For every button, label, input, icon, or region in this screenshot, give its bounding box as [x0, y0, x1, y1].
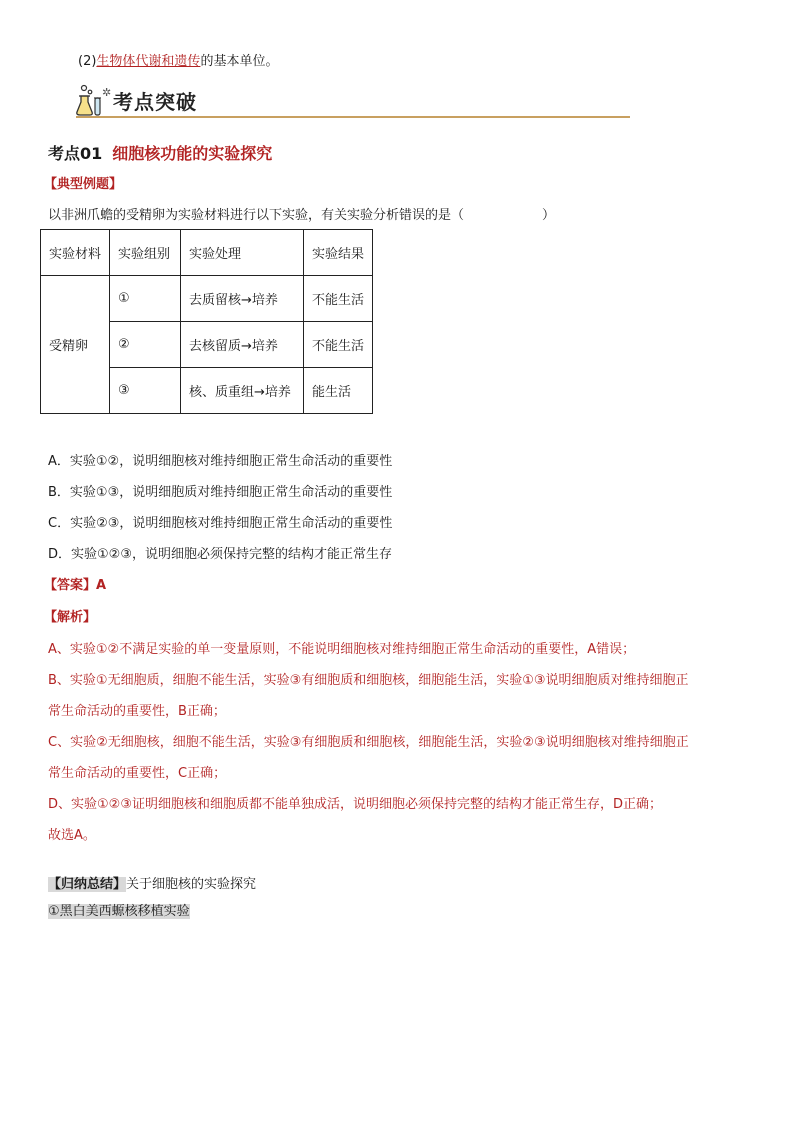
option-a: A．实验①②，说明细胞核对维持细胞正常生命活动的重要性 — [48, 454, 393, 469]
header-cell: 实验结果 — [304, 230, 373, 276]
option-c: C．实验②③，说明细胞核对维持细胞正常生命活动的重要性 — [48, 516, 393, 531]
intro-suffix: 的基本单位。 — [200, 54, 279, 69]
experiment-table — [40, 229, 373, 414]
header-cell: 实验处理 — [181, 230, 304, 276]
result-cell: 不能生活 — [304, 322, 373, 368]
group-cell: ③ — [110, 368, 181, 414]
intro-highlight: 生物体代谢和遗传 — [96, 54, 201, 69]
table-header-row — [41, 230, 373, 276]
banner-title: 考点突破 — [113, 90, 197, 114]
treatment-cell: 去质留核→培养 — [181, 276, 304, 322]
summary-label: 【归纳总结】 — [48, 877, 127, 892]
analysis-line: 常生命活动的重要性，B正确； — [48, 704, 226, 719]
option-d: D．实验①②③，说明细胞必须保持完整的结构才能正常生存 — [48, 547, 392, 562]
sparkle-icon: ✲ — [102, 86, 112, 99]
experiment-item-text: ①黑白美西螈核移植实验 — [48, 904, 190, 919]
table-row — [41, 276, 373, 322]
section-code: 考点01 — [48, 144, 103, 163]
group-cell: ② — [110, 322, 181, 368]
intro-prefix: (2) — [78, 54, 97, 69]
example-label: 【典型例题】 — [44, 177, 123, 192]
section-heading — [48, 141, 272, 164]
analysis-line: 常生命活动的重要性，C正确； — [48, 766, 227, 781]
treatment-cell: 核、质重组→培养 — [181, 368, 304, 414]
intro-line — [78, 50, 278, 69]
question-text: 以非洲爪蟾的受精卵为实验材料进行以下实验，有关实验分析错误的是（ ） — [48, 208, 556, 223]
analysis-label: 【解析】 — [44, 610, 97, 625]
summary-heading — [48, 873, 256, 892]
analysis-line: 故选A。 — [48, 828, 96, 843]
analysis-line: A、实验①②不满足实验的单一变量原则，不能说明细胞核对维持细胞正常生命活动的重要性，A错误； — [48, 642, 636, 657]
analysis-line: D、实验①②③证明细胞核和细胞质都不能单独成活，说明细胞必须保持完整的结构才能正常生存，D正确； — [48, 797, 662, 812]
experiment-item — [48, 900, 190, 919]
banner-divider — [76, 116, 630, 118]
analysis-line: B、实验①无细胞质，细胞不能生活，实验③有细胞质和细胞核，细胞能生活，实验①③说明细胞质对维持细胞正 — [48, 673, 689, 688]
result-cell: 不能生活 — [304, 276, 373, 322]
option-b: B．实验①③，说明细胞质对维持细胞正常生命活动的重要性 — [48, 485, 393, 500]
section-title: 细胞核功能的实验探究 — [112, 144, 273, 163]
material-cell: 受精卵 — [41, 276, 110, 414]
result-cell: 能生活 — [304, 368, 373, 414]
answer: 【答案】A — [44, 578, 107, 593]
treatment-cell: 去核留质→培养 — [181, 322, 304, 368]
header-cell: 实验组别 — [110, 230, 181, 276]
summary-text: 关于细胞核的实验探究 — [126, 877, 257, 892]
analysis-line: C、实验②无细胞核，细胞不能生活，实验③有细胞质和细胞核，细胞能生活，实验②③说明细胞核对维持细胞正 — [48, 735, 689, 750]
group-cell: ① — [110, 276, 181, 322]
header-cell: 实验材料 — [41, 230, 110, 276]
